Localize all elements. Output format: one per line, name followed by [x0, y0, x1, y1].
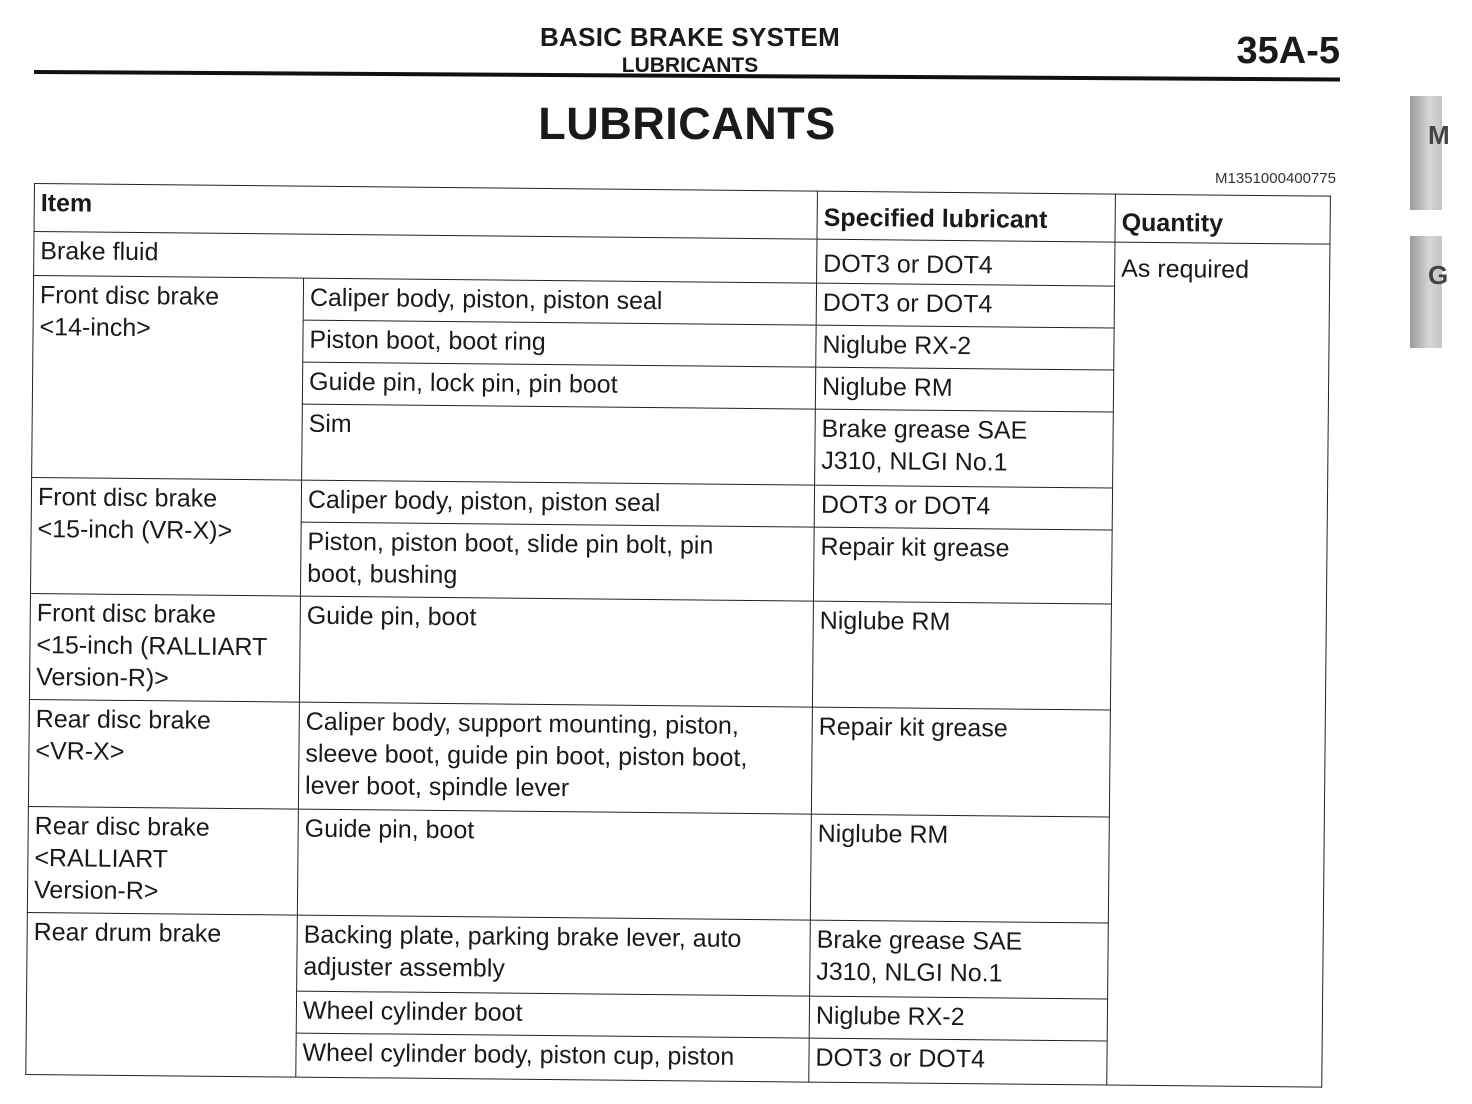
lubricant-name: Niglube RM [819, 606, 951, 636]
component-cell [29, 593, 300, 702]
lubricant-cell [816, 283, 1114, 328]
component-cell [30, 477, 301, 596]
lubricant-name: Repair kit grease [818, 712, 1008, 743]
component-name: Rear drum brake [33, 918, 222, 948]
part-name: Backing plate, parking brake lever, auto adjuster assembly [303, 920, 742, 983]
part-cell [297, 915, 811, 996]
part-cell [303, 278, 816, 325]
side-index-tab-2 [1410, 236, 1449, 348]
header-quantity: Quantity [1115, 194, 1330, 244]
header-item: Item [34, 184, 817, 240]
part-name: Sim [308, 409, 352, 439]
lubricant-name: Niglube RM [821, 372, 953, 402]
part-cell [302, 404, 816, 485]
part-name: Guide pin, lock pin, pin boot [308, 367, 618, 399]
part-name: Caliper body, support mounting, piston, sleeve boot, guide pin boot, piston boot, lever boot, spindle lever [304, 707, 748, 803]
component-name: Rear disc brake <VR-X> [35, 705, 211, 766]
running-header-system: BASIC BRAKE SYSTEM [539, 22, 841, 52]
lubricant-cell [816, 325, 1114, 370]
part-cell [301, 480, 814, 527]
lubricant-name: DOT3 or DOT4 [822, 288, 993, 319]
component-cell [32, 276, 304, 481]
component-name: Rear disc brake <RALLIART Version-R> [33, 812, 210, 906]
part-cell [296, 1033, 809, 1082]
component-name: Front disc brake <15-inch (RALLIART Version-R)> [36, 599, 268, 693]
lubricant-cell [815, 409, 1114, 488]
running-header-section: LUBRICANTS [621, 54, 759, 77]
part-cell [297, 809, 811, 920]
part-name: Guide pin, boot [306, 601, 477, 632]
lubricant-name: Brake grease SAE J310, NLGI No.1 [821, 414, 1028, 477]
part-name: Wheel cylinder boot [302, 996, 523, 1027]
component-name: Front disc brake <15-inch (VR-X)> [37, 483, 233, 545]
lubricant-cell [810, 814, 1109, 923]
lubricant-cell [809, 1038, 1107, 1085]
lubricant-cell [812, 601, 1111, 710]
part-name: Guide pin, boot [304, 814, 475, 845]
side-tab-letter: G [1428, 260, 1449, 290]
lubricant-cell: DOT3 or DOT4 [817, 239, 1115, 286]
part-cell [300, 522, 814, 601]
header-specified-lubricant: Specified lubricant [817, 191, 1115, 242]
lubricant-name: Niglube RX-2 [815, 1001, 965, 1032]
page-title: LUBRICANTS [538, 98, 836, 149]
part-name: Wheel cylinder body, piston cup, piston [302, 1038, 735, 1071]
part-cell [299, 596, 813, 707]
lubricants-table [25, 183, 1331, 1088]
part-name: Piston, piston boot, slide pin bolt, pin boot, bushing [307, 527, 714, 590]
part-cell [302, 362, 815, 409]
part-cell [296, 991, 809, 1038]
document-code: M1351000400775 [1215, 170, 1336, 187]
item-cell: Brake fluid [34, 232, 817, 284]
lubricant-name: Brake grease SAE J310, NLGI No.1 [816, 925, 1023, 988]
lubricant-cell [814, 485, 1112, 530]
part-name: Caliper body, piston, piston seal [309, 283, 663, 316]
page-number: 35A-5 [1236, 30, 1340, 72]
lubricant-name: DOT3 or DOT4 [815, 1043, 986, 1074]
component-cell [27, 806, 298, 915]
side-tab-letter: M [1428, 120, 1450, 150]
lubricant-name: Niglube RM [817, 819, 949, 849]
part-cell [298, 702, 812, 814]
component-cell [26, 912, 298, 1077]
part-name: Caliper body, piston, piston seal [307, 485, 661, 518]
side-index-tab-1 [1410, 96, 1450, 210]
quantity-cell: As required [1107, 242, 1330, 1087]
lubricant-name: DOT3 or DOT4 [820, 490, 991, 521]
lubricant-cell [815, 367, 1113, 412]
lubricant-cell [811, 707, 1110, 817]
component-name: Front disc brake <14-inch> [39, 281, 220, 343]
lubricant-cell [809, 996, 1107, 1041]
lubricants-table-wrapper [25, 183, 1330, 1088]
component-cell [28, 699, 299, 809]
part-name: Piston boot, boot ring [309, 325, 546, 357]
lubricant-cell [810, 920, 1109, 999]
lubricant-cell [813, 527, 1112, 604]
part-cell [303, 320, 816, 367]
lubricant-name: Repair kit grease [820, 532, 1010, 563]
lubricant-name: Niglube RX-2 [822, 330, 972, 361]
